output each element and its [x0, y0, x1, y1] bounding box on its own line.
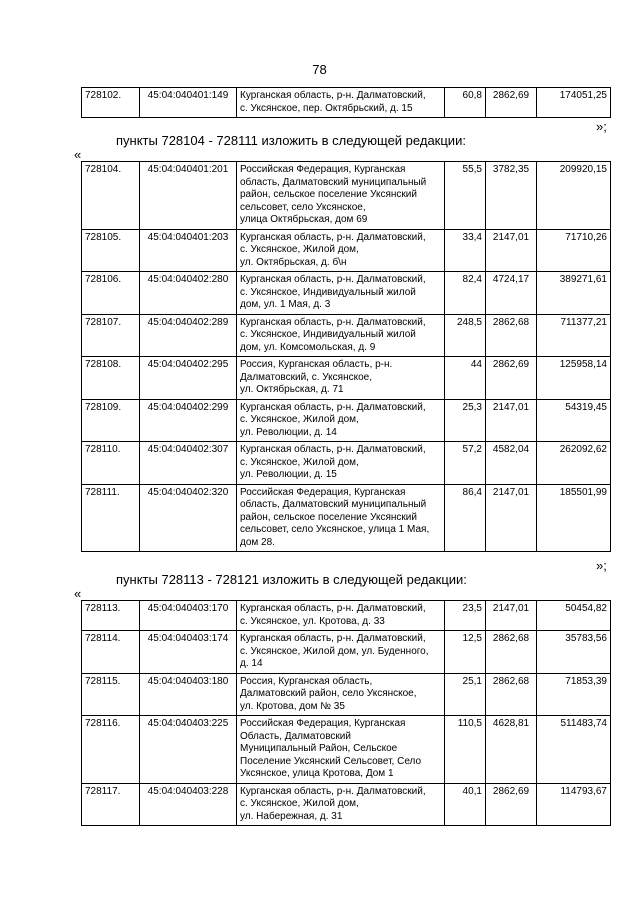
opening-quote: «: [74, 586, 82, 601]
table-row: [82, 442, 611, 485]
table-row: [82, 783, 611, 826]
table-row: [82, 88, 611, 118]
table-row: [82, 716, 611, 784]
address-line: с. Уксянское, Жилой дом,: [240, 414, 359, 425]
row-number-cell: 728107.: [82, 314, 140, 357]
cadastral-cost-cell: 71853,39: [537, 673, 611, 716]
cadastral-number-cell: 45:04:040401:149: [140, 88, 237, 118]
opening-quote: «: [74, 147, 82, 162]
row-number-cell: 728109.: [82, 399, 140, 442]
address-line: Муниципальный Район, Сельское: [240, 743, 398, 754]
address-line: дом, ул. 1 Мая, д. 3: [240, 299, 331, 310]
page-number: 78: [312, 62, 327, 77]
address-line: Область, Далматовский: [240, 730, 351, 742]
address-line: Далматовский, с. Уксянское,: [240, 371, 372, 383]
address-line: сельсовет, село Уксянское, улица 1 Мая,: [240, 524, 430, 535]
address-line: с. Уксянское, ул. Кротова, д. 33: [240, 615, 385, 627]
address-line: Курганская область, р-н. Далматовский,: [240, 231, 426, 243]
address-line: область, Далматовский муниципальный: [240, 176, 427, 188]
address-line: улица Октябрьская, дом 69: [240, 214, 368, 225]
address-line: Курганская область, р-н. Далматовский,: [240, 444, 426, 455]
address-line: Курганская область, р-н. Далматовский,: [240, 274, 426, 285]
table-row: [82, 162, 611, 230]
address-line: область, Далматовский муниципальный: [240, 499, 427, 510]
table-row: [82, 229, 611, 272]
address-cell: [237, 272, 445, 315]
table-row: [82, 601, 611, 631]
address-line: с. Уксянское, Индивидуальный жилой: [240, 286, 416, 298]
row-number-cell: 728110.: [82, 442, 140, 485]
specific-value-cell: 2862,68: [486, 673, 537, 716]
address-line: с. Уксянское, Жилой дом, ул. Буденного,: [240, 645, 429, 657]
specific-value-cell: 4724,17: [486, 272, 537, 315]
address-cell: [237, 162, 445, 230]
cadastral-cost-cell: 35783,56: [537, 631, 611, 674]
cadastral-cost-cell: 389271,61: [537, 272, 611, 315]
area-cell: 86,4: [445, 484, 486, 552]
cadastral-number-cell: 45:04:040402:295: [140, 357, 237, 400]
address-line: ул. Октябрьская, д. 71: [240, 384, 344, 395]
area-cell: 110,5: [445, 716, 486, 784]
address-line: ул. Кротова, дом № 35: [240, 700, 345, 712]
address-line: ул. Революции, д. 15: [240, 469, 337, 480]
area-cell: 44: [445, 357, 486, 400]
address-line: Курганская область, р-н. Далматовский,: [240, 90, 426, 101]
address-cell: [237, 631, 445, 674]
cadastral-number-cell: 45:04:040403:174: [140, 631, 237, 674]
area-cell: 82,4: [445, 272, 486, 315]
cadastral-cost-cell: 209920,15: [537, 162, 611, 230]
address-line: ул. Революции, д. 14: [240, 426, 337, 438]
address-line: Курганская область, р-н. Далматовский,: [240, 785, 426, 797]
address-line: Российская Федерация, Курганская: [240, 486, 406, 498]
specific-value-cell: 2147,01: [486, 229, 537, 272]
address-line: Российская Федерация, Курганская: [240, 718, 406, 729]
address-line: с. Уксянское, пер. Октябрьский, д. 15: [240, 102, 413, 114]
area-cell: 12,5: [445, 631, 486, 674]
cadastral-table: [81, 600, 611, 826]
table-row: [82, 631, 611, 674]
address-line: д. 14: [240, 658, 263, 669]
specific-value-cell: 2862,68: [486, 314, 537, 357]
row-number-cell: 728114.: [82, 631, 140, 674]
row-number-cell: 728117.: [82, 783, 140, 826]
area-cell: 33,4: [445, 229, 486, 272]
address-line: Россия, Курганская область, р-н.: [240, 359, 393, 370]
area-cell: 60,8: [445, 88, 486, 118]
address-cell: [237, 357, 445, 400]
address-cell: [237, 601, 445, 631]
cadastral-number-cell: 45:04:040403:170: [140, 601, 237, 631]
table-row: [82, 314, 611, 357]
cadastral-number-cell: 45:04:040402:289: [140, 314, 237, 357]
address-line: Курганская область, р-н. Далматовский,: [240, 633, 426, 644]
address-line: дом, ул. Комсомольская, д. 9: [240, 341, 376, 353]
cadastral-number-cell: 45:04:040402:299: [140, 399, 237, 442]
area-cell: 40,1: [445, 783, 486, 826]
specific-value-cell: 2862,69: [486, 357, 537, 400]
row-number-cell: 728115.: [82, 673, 140, 716]
address-line: с. Уксянское, Индивидуальный жилой: [240, 329, 416, 340]
cadastral-number-cell: 45:04:040402:280: [140, 272, 237, 315]
row-number-cell: 728105.: [82, 229, 140, 272]
specific-value-cell: 2862,68: [486, 631, 537, 674]
address-line: с. Уксянское, Жилой дом,: [240, 456, 359, 468]
cadastral-number-cell: 45:04:040402:320: [140, 484, 237, 552]
cadastral-number-cell: 45:04:040403:228: [140, 783, 237, 826]
cadastral-number-cell: 45:04:040403:180: [140, 673, 237, 716]
specific-value-cell: 2147,01: [486, 399, 537, 442]
table-row: [82, 272, 611, 315]
area-cell: 57,2: [445, 442, 486, 485]
table-row: [82, 357, 611, 400]
address-cell: [237, 673, 445, 716]
area-cell: 25,1: [445, 673, 486, 716]
cadastral-number-cell: 45:04:040401:203: [140, 229, 237, 272]
cadastral-cost-cell: 50454,82: [537, 601, 611, 631]
closing-quote: »;: [596, 558, 607, 573]
address-line: ул. Октябрьская, д. б\н: [240, 256, 347, 268]
cadastral-cost-cell: 71710,26: [537, 229, 611, 272]
row-number-cell: 728116.: [82, 716, 140, 784]
address-line: Российская Федерация, Курганская: [240, 164, 406, 175]
specific-value-cell: 3782,35: [486, 162, 537, 230]
cadastral-cost-cell: 711377,21: [537, 314, 611, 357]
address-cell: [237, 399, 445, 442]
specific-value-cell: 4582,04: [486, 442, 537, 485]
address-line: район, сельское поселение Уксянский: [240, 511, 417, 523]
closing-quote: »;: [596, 119, 607, 134]
cadastral-cost-cell: 262092,62: [537, 442, 611, 485]
address-cell: [237, 442, 445, 485]
address-line: Поселение Уксянский Сельсовет, Село: [240, 755, 422, 767]
area-cell: 55,5: [445, 162, 486, 230]
specific-value-cell: 4628,81: [486, 716, 537, 784]
address-cell: [237, 229, 445, 272]
table-row: [82, 399, 611, 442]
specific-value-cell: 2862,69: [486, 783, 537, 826]
address-cell: [237, 783, 445, 826]
address-line: Курганская область, р-н. Далматовский,: [240, 316, 426, 328]
cadastral-cost-cell: 174051,25: [537, 88, 611, 118]
address-line: с. Уксянское, Жилой дом,: [240, 798, 359, 809]
row-number-cell: 728102.: [82, 88, 140, 118]
row-number-cell: 728108.: [82, 357, 140, 400]
address-line: район, сельское поселение Уксянский: [240, 189, 417, 200]
address-line: сельсовет, село Уксянское,: [240, 201, 366, 213]
cadastral-cost-cell: 114793,67: [537, 783, 611, 826]
row-number-cell: 728113.: [82, 601, 140, 631]
amendment-instruction: пункты 728104 - 728111 изложить в следующей редакции:: [116, 133, 466, 148]
specific-value-cell: 2147,01: [486, 601, 537, 631]
address-line: Уксянское, улица Кротова, Дом 1: [240, 768, 394, 779]
row-number-cell: 728106.: [82, 272, 140, 315]
amendment-instruction: пункты 728113 - 728121 изложить в следующей редакции:: [116, 572, 467, 587]
address-line: Далматовский район, село Уксянское,: [240, 688, 417, 699]
address-cell: [237, 716, 445, 784]
table-row: [82, 673, 611, 716]
cadastral-number-cell: 45:04:040401:201: [140, 162, 237, 230]
cadastral-cost-cell: 125958,14: [537, 357, 611, 400]
row-number-cell: 728111.: [82, 484, 140, 552]
specific-value-cell: 2147,01: [486, 484, 537, 552]
address-line: Курганская область, р-н. Далматовский,: [240, 603, 426, 614]
cadastral-number-cell: 45:04:040402:307: [140, 442, 237, 485]
cadastral-cost-cell: 54319,45: [537, 399, 611, 442]
address-cell: [237, 484, 445, 552]
area-cell: 248,5: [445, 314, 486, 357]
cadastral-number-cell: 45:04:040403:225: [140, 716, 237, 784]
specific-value-cell: 2862,69: [486, 88, 537, 118]
address-line: Курганская область, р-н. Далматовский,: [240, 401, 426, 413]
table-row: [82, 484, 611, 552]
address-line: Россия, Курганская область,: [240, 675, 373, 687]
cadastral-table: [81, 87, 611, 118]
area-cell: 23,5: [445, 601, 486, 631]
cadastral-cost-cell: 511483,74: [537, 716, 611, 784]
area-cell: 25,3: [445, 399, 486, 442]
address-line: с. Уксянское, Жилой дом,: [240, 244, 359, 255]
row-number-cell: 728104.: [82, 162, 140, 230]
address-cell: [237, 314, 445, 357]
cadastral-table: [81, 161, 611, 552]
address-cell: [237, 88, 445, 118]
address-line: дом 28.: [240, 536, 275, 548]
address-line: ул. Набережная, д. 31: [240, 810, 343, 822]
cadastral-cost-cell: 185501,99: [537, 484, 611, 552]
